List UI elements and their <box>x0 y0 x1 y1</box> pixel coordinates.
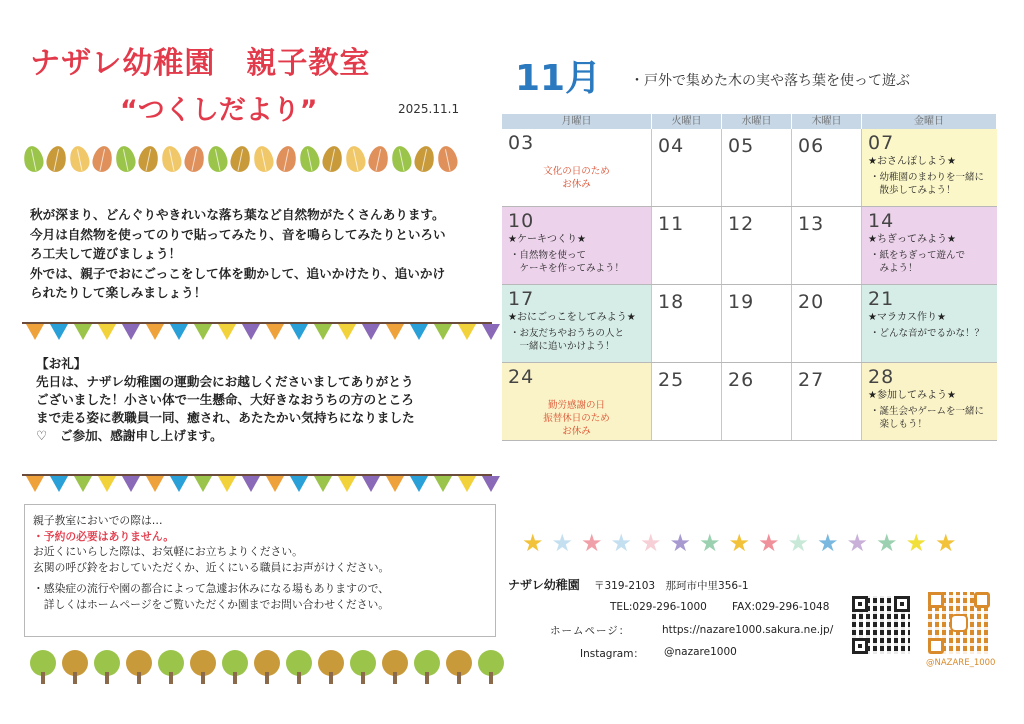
intro-text <box>30 205 480 303</box>
intro-line: 秋が深まり、どんぐりやきれいな落ち葉など自然物がたくさんあります。 <box>30 207 445 222</box>
calendar-day-28 <box>862 363 997 440</box>
pennant-flag <box>386 476 404 492</box>
issue-date: 2025.11.1 <box>398 102 460 116</box>
tree-icon <box>30 650 56 684</box>
star-icon: ★ <box>846 529 868 557</box>
no-reservation-note: ・予約の必要はありません。 <box>33 529 175 543</box>
leaf-icon <box>252 144 276 173</box>
day-number: 17 <box>508 288 535 310</box>
calendar-day-12 <box>722 207 792 284</box>
pennant-flag <box>410 476 428 492</box>
calendar-week-row <box>502 129 997 207</box>
leaf-icon <box>183 144 207 173</box>
thanks-line: まで走る姿に教職員一同、癒され、あたたかい気持ちになりました <box>36 410 415 425</box>
star-icon: ★ <box>905 529 927 557</box>
star-icon: ★ <box>551 529 573 557</box>
school-tel: TEL:029-296-1000 <box>610 601 707 613</box>
pennant-flag <box>74 476 92 492</box>
pennant-flag <box>458 476 476 492</box>
pennant-garland-bottom <box>22 474 492 494</box>
pennant-flag <box>98 476 116 492</box>
pennant-flag <box>194 476 212 492</box>
calendar-week-row <box>502 363 997 441</box>
day-number: 06 <box>798 135 825 157</box>
leaf-icon <box>344 144 368 173</box>
calendar-week-row <box>502 207 997 285</box>
school-fax: FAX:029-296-1048 <box>732 601 830 613</box>
intro-line: 外では、親子でおにごっこをして体を動かして、追いかけたり、追いかけ <box>30 265 446 281</box>
visit-info-box <box>24 504 496 637</box>
pennant-flag <box>314 324 332 340</box>
tree-icon <box>94 650 120 684</box>
event-title: ★おさんぽしよう★ <box>868 156 956 167</box>
star-icon: ★ <box>639 529 662 557</box>
tree-icon <box>62 650 88 684</box>
pennant-flag <box>74 324 92 340</box>
tree-icon <box>126 650 152 684</box>
leaf-icon <box>275 144 299 173</box>
thanks-heading: 【お礼】 <box>36 356 87 371</box>
holiday-note: 文化の日のため お休み <box>543 166 610 190</box>
pennant-flag <box>458 324 476 340</box>
pennant-flag <box>242 324 260 340</box>
leaf-icon <box>229 144 253 173</box>
day-number: 18 <box>658 291 685 313</box>
event-description: ・誕生会やゲームを一緒に 楽しもう！ <box>870 406 985 430</box>
tree-icon <box>478 650 504 684</box>
leaf-icon <box>206 144 230 173</box>
leaf-icon <box>114 144 138 173</box>
event-title: ★マラカス作り★ <box>868 312 946 323</box>
weekday-thu: 木曜日 <box>792 114 862 129</box>
star-icon: ★ <box>698 529 721 557</box>
tree-garland <box>30 650 510 684</box>
tree-icon <box>350 650 376 684</box>
calendar-day-10 <box>502 207 652 284</box>
pennant-flag <box>338 476 356 492</box>
pennant-flag <box>170 476 188 492</box>
event-description: ・お友だちやおうちの人と 一緒に追いかけよう！ <box>510 328 625 352</box>
intro-line: ろ工夫して遊びましょう！ <box>30 246 182 261</box>
day-number: 28 <box>868 366 895 388</box>
pennant-flag <box>290 324 308 340</box>
day-number: 04 <box>658 135 685 157</box>
homepage-qr-code[interactable] <box>852 596 910 654</box>
instagram-label: Instagram： <box>580 648 644 660</box>
day-number: 26 <box>728 369 755 391</box>
calendar-day-04 <box>652 129 722 206</box>
calendar-day-11 <box>652 207 722 284</box>
tree-icon <box>222 650 248 684</box>
pennant-flag <box>218 324 236 340</box>
star-icon: ★ <box>934 529 957 557</box>
school-address: 〒319-2103 那珂市中里356-1 <box>594 580 749 592</box>
pennant-flag <box>386 324 404 340</box>
leaf-icon <box>45 144 69 173</box>
leaf-icon <box>137 144 161 173</box>
pennant-flag <box>50 476 68 492</box>
calendar-day-21 <box>862 285 997 362</box>
visit-line: ・感染症の流行や園の都合によって急遽お休みになる場もありますので、 <box>33 582 390 595</box>
thanks-line: ございました！小さい体で一生懸命、大好きなおうちの方のところ <box>36 392 414 407</box>
event-description: ・紙をちぎって遊んで みよう！ <box>870 250 966 274</box>
leaf-garland <box>24 146 461 172</box>
leaf-icon <box>436 144 460 173</box>
calendar-day-19 <box>722 285 792 362</box>
event-description: ・どんな音がでるかな！？ <box>870 328 985 339</box>
tree-icon <box>318 650 344 684</box>
pennant-flag <box>146 324 164 340</box>
day-number: 14 <box>868 210 895 232</box>
calendar-day-03 <box>502 129 652 206</box>
pennant-flag <box>266 324 284 340</box>
day-number: 12 <box>728 213 755 235</box>
newsletter-title: ナザレ幼稚園 親子教室 <box>30 46 371 81</box>
tree-icon <box>414 650 440 684</box>
event-description: ・幼稚園のまわりを一緒に 散歩してみよう！ <box>870 172 985 196</box>
event-title: ★ケーキつくり★ <box>508 234 586 245</box>
pennant-flag <box>314 476 332 492</box>
weekday-tue: 火曜日 <box>652 114 722 129</box>
day-number: 11 <box>658 213 685 235</box>
calendar-day-17 <box>502 285 652 362</box>
star-icon: ★ <box>875 529 898 557</box>
calendar-week-row <box>502 285 997 363</box>
calendar-day-05 <box>722 129 792 206</box>
intro-line: られたりして楽しみましょう！ <box>30 285 207 300</box>
tree-icon <box>158 650 184 684</box>
holiday-note: 勤労感謝の日 振替休日のため お休み <box>543 400 610 437</box>
visit-line: 玄関の呼び鈴をおしていただくか、近くにいる職員にお声がけください。 <box>33 560 390 574</box>
tree-icon <box>190 650 216 684</box>
calendar-day-27 <box>792 363 862 440</box>
pennant-flag <box>266 476 284 492</box>
star-icon: ★ <box>757 529 780 557</box>
pennant-flag <box>122 324 140 340</box>
event-title: ★ちぎってみよう★ <box>868 234 956 245</box>
thanks-line: ♡ ご参加、感謝申し上げます。 <box>36 428 223 443</box>
calendar-day-13 <box>792 207 862 284</box>
calendar-day-18 <box>652 285 722 362</box>
tree-icon <box>382 650 408 684</box>
star-icon: ★ <box>728 529 750 557</box>
star-icon: ★ <box>787 529 809 557</box>
calendar-day-20 <box>792 285 862 362</box>
month-label: 11月 <box>515 58 602 99</box>
tree-icon <box>446 650 472 684</box>
visit-heading: 親子教室においでの際は… <box>33 514 163 527</box>
day-number: 21 <box>868 288 895 310</box>
event-title: ★おにごっこをしてみよう★ <box>508 312 636 323</box>
calendar-day-26 <box>722 363 792 440</box>
day-number: 19 <box>728 291 755 313</box>
school-name: ナザレ幼稚園 <box>508 578 580 592</box>
leaf-icon <box>91 144 115 173</box>
event-title: ★参加してみよう★ <box>868 390 956 401</box>
event-description: ・自然物を使って ケーキを作ってみよう！ <box>510 250 625 274</box>
day-number: 13 <box>798 213 825 235</box>
instagram-icon <box>950 614 968 632</box>
leaf-icon <box>413 144 437 173</box>
leaf-icon <box>160 144 184 173</box>
homepage-link[interactable]: https://nazare1000.sakura.ne.jp/ <box>662 624 834 636</box>
month-theme: ・戸外で集めた木の実や落ち葉を使って遊ぶ <box>630 73 910 89</box>
pennant-flag <box>26 324 44 340</box>
pennant-row <box>26 324 506 340</box>
leaf-icon <box>298 144 322 173</box>
pennant-flag <box>170 324 188 340</box>
pennant-flag <box>434 324 452 340</box>
calendar-day-24 <box>502 363 652 440</box>
weekday-fri: 金曜日 <box>862 114 997 129</box>
pennant-flag <box>362 476 380 492</box>
day-number: 07 <box>868 132 895 154</box>
calendar-header <box>502 114 997 129</box>
pennant-flag <box>410 324 428 340</box>
day-number: 05 <box>728 135 755 157</box>
leaf-icon <box>68 144 92 173</box>
star-icon: ★ <box>521 529 544 557</box>
pennant-flag <box>218 476 236 492</box>
visit-line: お近くにいらした際は、お気軽にお立ちよりください。 <box>33 545 303 558</box>
pennant-row <box>26 476 506 492</box>
calendar-day-06 <box>792 129 862 206</box>
weekday-wed: 水曜日 <box>722 114 792 129</box>
leaf-icon <box>367 144 391 173</box>
pennant-flag <box>290 476 308 492</box>
star-icon: ★ <box>580 529 603 557</box>
day-number: 24 <box>508 366 535 388</box>
instagram-qr-caption: @NAZARE_1000 <box>926 658 996 668</box>
calendar-day-14 <box>862 207 997 284</box>
calendar <box>502 114 997 441</box>
calendar-day-07 <box>862 129 997 206</box>
pennant-flag <box>242 476 260 492</box>
day-number: 20 <box>798 291 825 313</box>
pennant-flag <box>434 476 452 492</box>
instagram-link[interactable]: @nazare1000 <box>664 646 737 658</box>
calendar-body <box>502 129 997 441</box>
day-number: 25 <box>658 369 685 391</box>
weekday-mon: 月曜日 <box>502 114 652 129</box>
star-icon: ★ <box>669 529 691 557</box>
day-number: 10 <box>508 210 535 232</box>
pennant-flag <box>146 476 164 492</box>
thanks-line: 先日は、ナザレ幼稚園の運動会にお越しくださいましてありがとう <box>36 374 414 389</box>
pennant-flag <box>482 476 500 492</box>
visit-line: 詳しくはホームページをご覧いただくか園までお問い合わせください。 <box>33 597 390 611</box>
pennant-flag <box>338 324 356 340</box>
leaf-icon <box>321 144 345 173</box>
pennant-flag <box>194 324 212 340</box>
calendar-day-25 <box>652 363 722 440</box>
pennant-garland-top <box>22 322 492 342</box>
tree-icon <box>286 650 312 684</box>
star-icon: ★ <box>610 529 632 557</box>
day-number: 27 <box>798 369 825 391</box>
star-garland <box>518 530 961 556</box>
leaf-icon <box>22 144 46 173</box>
homepage-label: ホームページ： <box>550 625 631 637</box>
leaf-icon <box>390 144 414 173</box>
newsletter-subtitle: “つくしだより” <box>120 95 318 126</box>
pennant-flag <box>26 476 44 492</box>
pennant-flag <box>362 324 380 340</box>
pennant-flag <box>122 476 140 492</box>
pennant-flag <box>98 324 116 340</box>
intro-line: 今月は自然物を使ってのりで貼ってみたり、音を鳴らしてみたりといろい <box>30 226 446 242</box>
star-icon: ★ <box>816 529 839 557</box>
pennant-flag <box>50 324 68 340</box>
pennant-flag <box>482 324 500 340</box>
day-number: 03 <box>508 132 535 154</box>
tree-icon <box>254 650 280 684</box>
thanks-section <box>36 355 486 445</box>
instagram-qr-code[interactable] <box>928 592 990 654</box>
